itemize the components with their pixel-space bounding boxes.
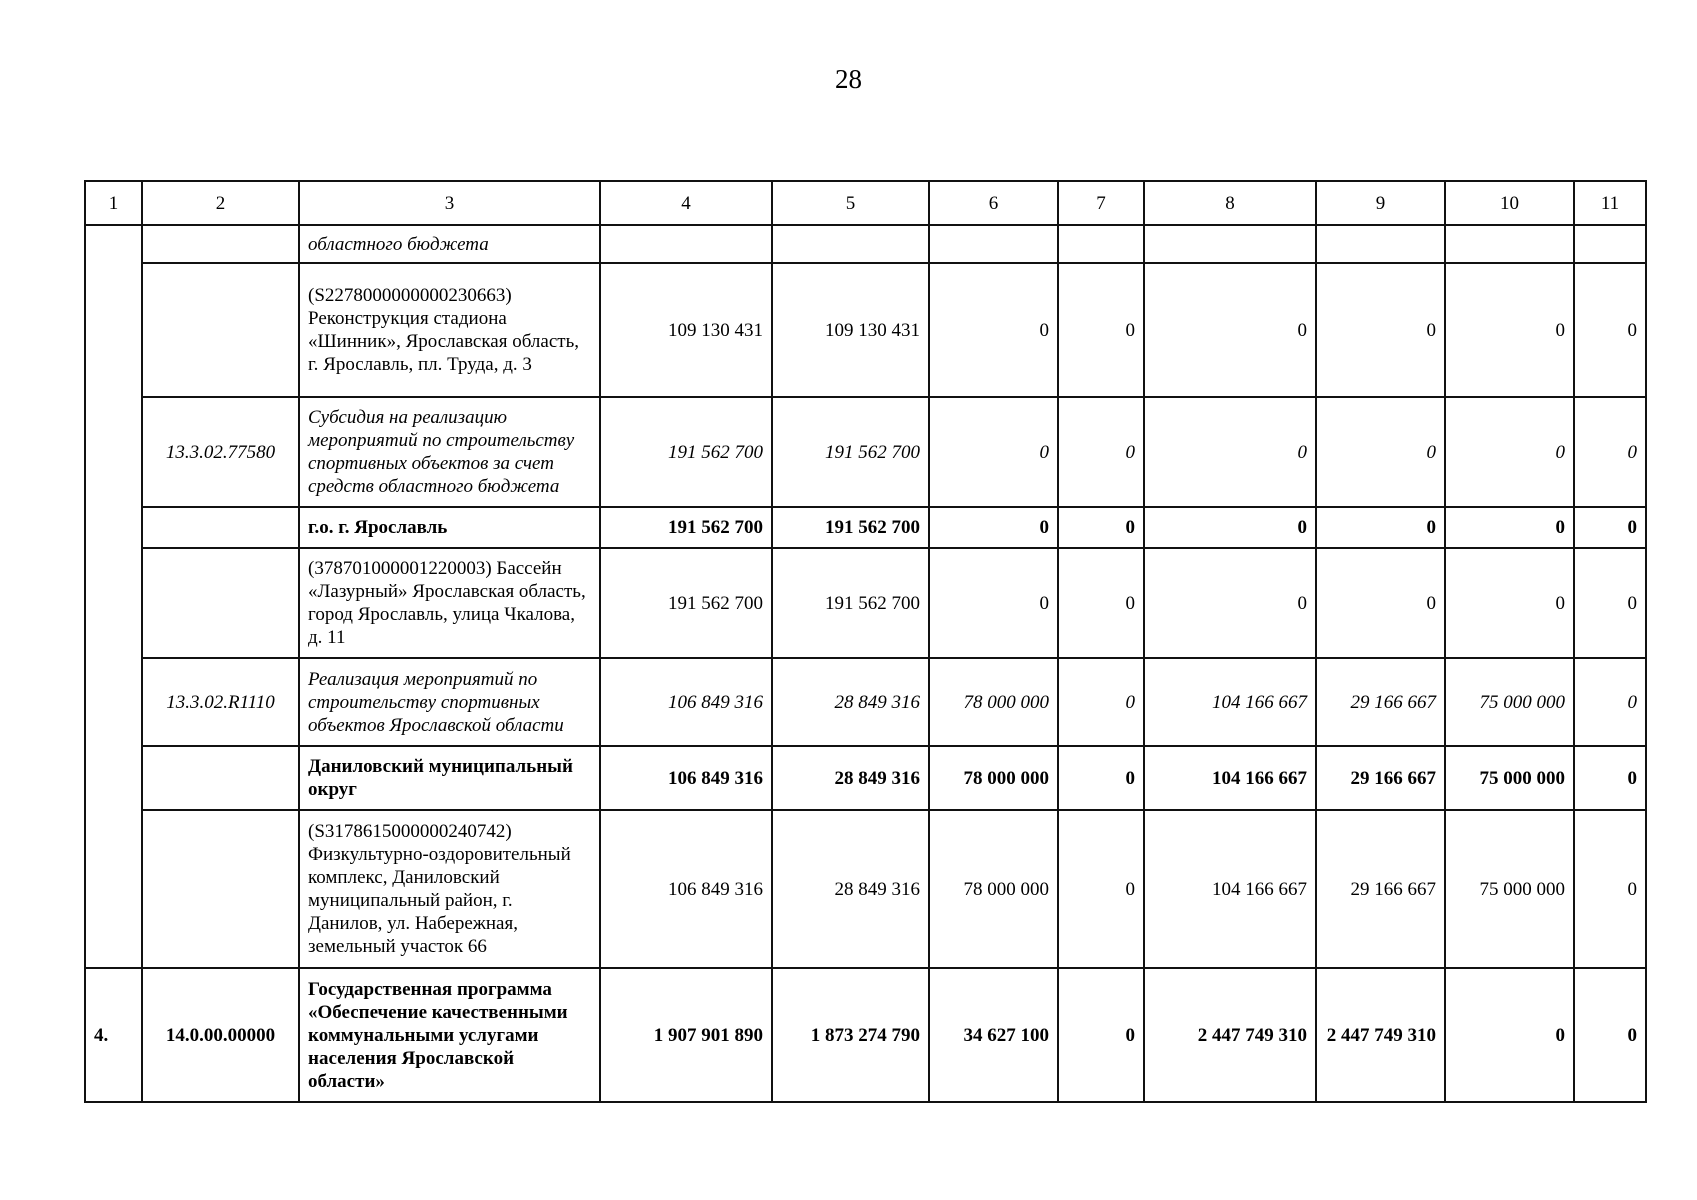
value-cell bbox=[1445, 225, 1574, 263]
value-cell: 34 627 100 bbox=[929, 968, 1058, 1102]
value-cell: 0 bbox=[1445, 263, 1574, 397]
value-cell: 191 562 700 bbox=[772, 507, 929, 548]
value-cell: 0 bbox=[929, 507, 1058, 548]
name-cell: (378701000001220003) Бассейн «Лазурный» Ярославская область, город Ярославль, улица Чкалова, д. 11 bbox=[299, 548, 600, 658]
value-cell: 28 849 316 bbox=[772, 746, 929, 810]
table-row bbox=[85, 810, 1646, 968]
value-cell: 0 bbox=[1574, 658, 1646, 746]
table-row bbox=[85, 397, 1646, 507]
value-cell: 78 000 000 bbox=[929, 810, 1058, 968]
value-cell: 0 bbox=[1316, 507, 1445, 548]
value-cell: 2 447 749 310 bbox=[1316, 968, 1445, 1102]
value-cell: 0 bbox=[1316, 263, 1445, 397]
index-cell: 4. bbox=[85, 968, 142, 1102]
header-cell: 7 bbox=[1058, 181, 1144, 225]
table-row bbox=[85, 746, 1646, 810]
header-cell: 4 bbox=[600, 181, 772, 225]
value-cell: 109 130 431 bbox=[600, 263, 772, 397]
value-cell: 0 bbox=[929, 548, 1058, 658]
table-header-row bbox=[85, 181, 1646, 225]
budget-table bbox=[84, 180, 1647, 1103]
header-cell: 11 bbox=[1574, 181, 1646, 225]
name-cell: г.о. г. Ярославль bbox=[299, 507, 600, 548]
value-cell bbox=[600, 225, 772, 263]
value-cell bbox=[1058, 225, 1144, 263]
value-cell: 29 166 667 bbox=[1316, 810, 1445, 968]
table-row bbox=[85, 548, 1646, 658]
value-cell: 0 bbox=[1574, 548, 1646, 658]
value-cell: 0 bbox=[1058, 746, 1144, 810]
value-cell: 191 562 700 bbox=[600, 548, 772, 658]
value-cell: 75 000 000 bbox=[1445, 810, 1574, 968]
value-cell: 0 bbox=[1445, 548, 1574, 658]
value-cell: 0 bbox=[1445, 968, 1574, 1102]
header-cell: 9 bbox=[1316, 181, 1445, 225]
value-cell: 0 bbox=[1144, 263, 1316, 397]
table-row bbox=[85, 658, 1646, 746]
code-cell bbox=[142, 548, 299, 658]
code-cell bbox=[142, 746, 299, 810]
value-cell: 191 562 700 bbox=[600, 397, 772, 507]
value-cell bbox=[772, 225, 929, 263]
value-cell: 0 bbox=[1574, 968, 1646, 1102]
header-cell: 3 bbox=[299, 181, 600, 225]
value-cell: 0 bbox=[1058, 810, 1144, 968]
table-row bbox=[85, 225, 1646, 263]
value-cell: 28 849 316 bbox=[772, 658, 929, 746]
name-cell: областного бюджета bbox=[299, 225, 600, 263]
value-cell: 0 bbox=[1058, 397, 1144, 507]
value-cell: 0 bbox=[1574, 746, 1646, 810]
name-cell: Даниловский муниципальный округ bbox=[299, 746, 600, 810]
value-cell: 2 447 749 310 bbox=[1144, 968, 1316, 1102]
value-cell: 0 bbox=[1445, 397, 1574, 507]
program-row bbox=[85, 968, 1646, 1102]
header-cell: 8 bbox=[1144, 181, 1316, 225]
name-cell: Государственная программа «Обеспечение качественными коммунальными услугами населения Ярославской области» bbox=[299, 968, 600, 1102]
value-cell: 0 bbox=[1144, 548, 1316, 658]
value-cell: 104 166 667 bbox=[1144, 810, 1316, 968]
value-cell: 0 bbox=[1574, 810, 1646, 968]
value-cell: 75 000 000 bbox=[1445, 658, 1574, 746]
value-cell: 0 bbox=[1316, 548, 1445, 658]
name-cell: (S3178615000000240742) Физкультурно-оздоровительный комплекс, Даниловский муниципальный район, г. Данилов, ул. Набережная, земельный участок 66 bbox=[299, 810, 600, 968]
header-cell: 5 bbox=[772, 181, 929, 225]
name-cell: Реализация мероприятий по строительству спортивных объектов Ярославской области bbox=[299, 658, 600, 746]
value-cell: 28 849 316 bbox=[772, 810, 929, 968]
value-cell: 29 166 667 bbox=[1316, 746, 1445, 810]
value-cell: 0 bbox=[1144, 507, 1316, 548]
value-cell bbox=[1574, 225, 1646, 263]
value-cell: 75 000 000 bbox=[1445, 746, 1574, 810]
value-cell: 0 bbox=[929, 397, 1058, 507]
table-row bbox=[85, 263, 1646, 397]
value-cell bbox=[929, 225, 1058, 263]
value-cell: 0 bbox=[1574, 397, 1646, 507]
value-cell: 0 bbox=[1144, 397, 1316, 507]
value-cell: 0 bbox=[1058, 658, 1144, 746]
value-cell bbox=[1144, 225, 1316, 263]
table-row bbox=[85, 507, 1646, 548]
code-cell bbox=[142, 507, 299, 548]
header-cell: 2 bbox=[142, 181, 299, 225]
value-cell: 109 130 431 bbox=[772, 263, 929, 397]
value-cell: 0 bbox=[1445, 507, 1574, 548]
page-number: 28 bbox=[835, 64, 862, 94]
code-cell: 13.3.02.R1110 bbox=[142, 658, 299, 746]
value-cell: 29 166 667 bbox=[1316, 658, 1445, 746]
value-cell: 191 562 700 bbox=[772, 397, 929, 507]
name-cell: Субсидия на реализацию мероприятий по строительству спортивных объектов за счет средств областного бюджета bbox=[299, 397, 600, 507]
code-cell bbox=[142, 225, 299, 263]
index-cell bbox=[85, 225, 142, 968]
value-cell: 0 bbox=[1058, 968, 1144, 1102]
value-cell: 0 bbox=[1058, 548, 1144, 658]
value-cell: 1 873 274 790 bbox=[772, 968, 929, 1102]
name-cell: (S2278000000000230663) Реконструкция стадиона «Шинник», Ярославская область, г. Ярославль, пл. Труда, д. 3 bbox=[299, 263, 600, 397]
value-cell bbox=[1316, 225, 1445, 263]
value-cell: 0 bbox=[929, 263, 1058, 397]
value-cell: 104 166 667 bbox=[1144, 746, 1316, 810]
value-cell: 0 bbox=[1574, 507, 1646, 548]
value-cell: 106 849 316 bbox=[600, 746, 772, 810]
code-cell: 14.0.00.00000 bbox=[142, 968, 299, 1102]
code-cell bbox=[142, 263, 299, 397]
value-cell: 1 907 901 890 bbox=[600, 968, 772, 1102]
code-cell bbox=[142, 810, 299, 968]
value-cell: 0 bbox=[1574, 263, 1646, 397]
code-cell: 13.3.02.77580 bbox=[142, 397, 299, 507]
value-cell: 106 849 316 bbox=[600, 658, 772, 746]
value-cell: 106 849 316 bbox=[600, 810, 772, 968]
value-cell: 78 000 000 bbox=[929, 658, 1058, 746]
value-cell: 0 bbox=[1058, 263, 1144, 397]
header-cell: 10 bbox=[1445, 181, 1574, 225]
value-cell: 0 bbox=[1316, 397, 1445, 507]
value-cell: 104 166 667 bbox=[1144, 658, 1316, 746]
header-cell: 6 bbox=[929, 181, 1058, 225]
value-cell: 191 562 700 bbox=[772, 548, 929, 658]
value-cell: 0 bbox=[1058, 507, 1144, 548]
value-cell: 191 562 700 bbox=[600, 507, 772, 548]
value-cell: 78 000 000 bbox=[929, 746, 1058, 810]
header-cell: 1 bbox=[85, 181, 142, 225]
